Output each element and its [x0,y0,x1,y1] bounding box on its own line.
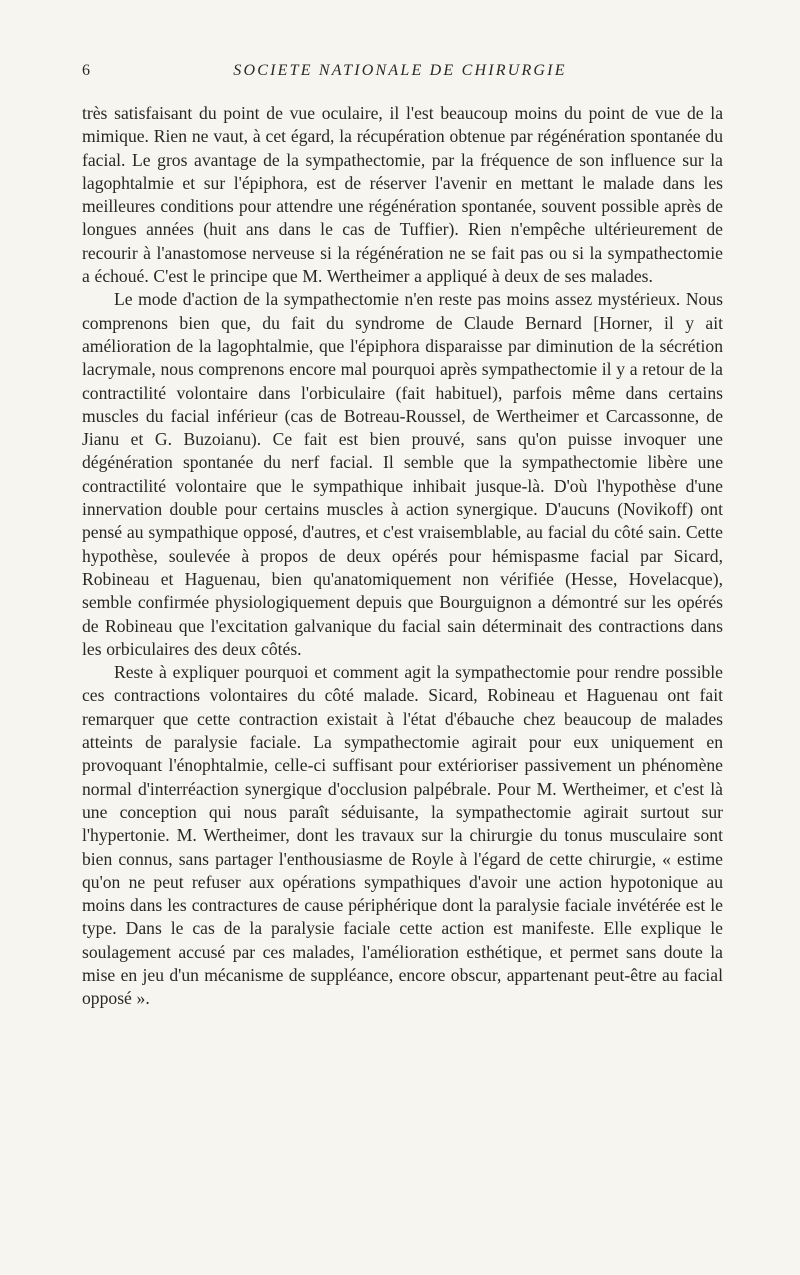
page-number: 6 [82,62,91,79]
paragraph-3: Reste à expliquer pourquoi et comment agit la sympathectomie pour rendre possible ces contractions volontaires du côté malade. Sicard, Robineau et Haguenau ont fait remarquer que cette contraction existait à l'état d'ébauche chez beaucoup de malades atteints de paralysie faciale. La sympathectomie agirait pour eux uniquement en provoquant l'énophtalmie, celle-ci suffisant pour extérioriser passivement un phénomène normal d'interréaction synergique d'occlusion palpébrale. Pour M. Wertheimer, et c'est là une conception qui nous paraît séduisante, la sympathectomie agirait surtout sur l'hypertonie. M. Wertheimer, dont les travaux sur la chirurgie du tonus musculaire sont bien connus, sans partager l'enthousiasme de Royle à l'égard de cette chirurgie, « estime qu'on ne peut refuser aux opérations sympathiques d'avoir une action hypotonique au moins dans les contractures de cause périphérique dont la paralysie faciale invétérée est le type. Dans le cas de la paralysie faciale cette action est manifeste. Elle explique le soulagement accusé par ces malades, l'amélioration esthétique, et permet sans doute la mise en jeu d'un mécanisme de suppléance, encore obscur, appartenant peut-être au facial opposé ». [82,662,723,1009]
paragraph-1: très satisfaisant du point de vue oculaire, il l'est beaucoup moins du point de vue de la mimique. Rien ne vaut, à cet égard, la récupération obtenue par régénération spontanée du facial. Le gros avantage de la sympathectomie, par la fréquence de son influence sur la lagophtalmie et sur l'épiphora, est de réserver l'avenir en mettant le malade dans les meilleures conditions pour attendre une régénération spontanée, souvent possible après de longues années (huit ans dans le cas de Tuffier). Rien n'empêche ultérieurement de recourir à l'anastomose nerveuse si la régénération ne se fait pas ou si la sympathectomie a échoué. C'est le principe que M. Wertheimer a appliqué à deux de ses malades. [82,103,723,287]
running-title: SOCIETE NATIONALE DE CHIRURGIE [233,62,567,79]
body-text [82,102,723,1011]
page-header [82,62,718,86]
paragraph-2: Le mode d'action de la sympathectomie n'en reste pas moins assez mystérieux. Nous comprenons bien que, du fait du syndrome de Claude Bernard [Horner, il y ait amélioration de la lagophtalmie, que l'épiphora disparaisse par diminution de la sécrétion lacrymale, nous comprenons encore mal pourquoi après sympathectomie il y a retour de la contractilité volontaire dans l'orbiculaire (fait habituel), parfois même dans certains muscles du facial inférieur (cas de Botreau-Roussel, de Wertheimer et Carcassonne, de Jianu et G. Buzoianu). Ce fait est bien prouvé, sans qu'on puisse invoquer une dégénération spontanée du nerf facial. Il semble que la sympathectomie libère une contractilité volontaire que le sympathique inhibait jusque-là. D'où l'hypothèse d'une innervation double pour certains muscles à action synergique. D'aucuns (Novikoff) ont pensé au sympathique opposé, d'autres, et c'est vraisemblable, au facial du côté sain. Cette hypothèse, soulevée à propos de deux opérés pour hémispasme facial par Sicard, Robineau et Haguenau, bien qu'anatomiquement non vérifiée (Hesse, Hovelacque), semble confirmée physiologiquement depuis que Bourguignon a démontré sur les opérés de Robineau que l'excitation galvanique du facial sain déterminait des contractions dans les orbiculaires des deux côtés. [82,289,723,659]
